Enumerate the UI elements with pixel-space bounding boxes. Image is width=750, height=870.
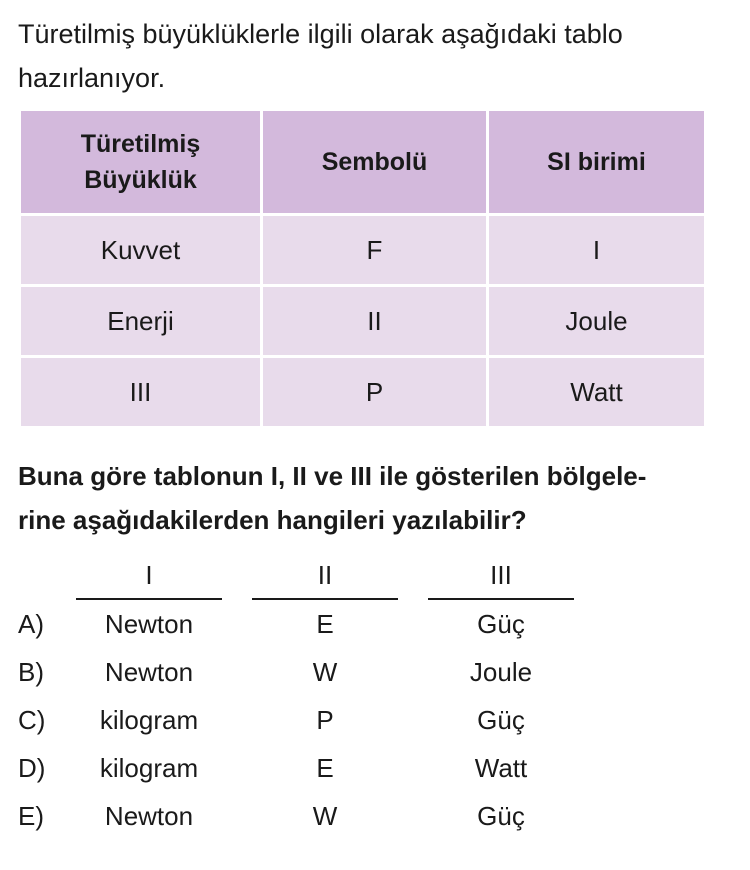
option-c[interactable] bbox=[0, 700, 750, 740]
derived-quantities-table bbox=[18, 108, 704, 429]
header-derived-quantity bbox=[20, 110, 262, 215]
header-symbol: Sembolü bbox=[262, 110, 488, 215]
option-letter: E) bbox=[18, 801, 44, 831]
table-cell: III bbox=[20, 357, 262, 428]
question-line-1: Buna göre tablonun I, II ve III ile gösterilen bölgele- bbox=[18, 461, 647, 491]
table-cell: F bbox=[262, 215, 488, 286]
option-value-i: Newton bbox=[104, 801, 194, 831]
header-derived-line-1: Türetilmiş bbox=[80, 130, 201, 158]
intro-line-1: Türetilmiş büyüklüklerle ilgili olarak aşağıdaki tablo bbox=[18, 19, 623, 49]
table-cell: P bbox=[262, 357, 488, 428]
table-header-row bbox=[20, 110, 706, 215]
option-letter: C) bbox=[18, 705, 46, 735]
option-value-i: kilogram bbox=[99, 753, 199, 783]
table-cell: Watt bbox=[488, 357, 706, 428]
header-derived-line-2: Büyüklük bbox=[84, 166, 197, 194]
header-si-unit: SI birimi bbox=[488, 110, 706, 215]
option-value-ii: E bbox=[316, 609, 334, 639]
answer-header-rule bbox=[76, 598, 222, 600]
option-value-iii: Güç bbox=[477, 609, 525, 639]
option-value-iii: Güç bbox=[477, 705, 525, 735]
option-value-ii: P bbox=[316, 705, 334, 735]
question-line-2: rine aşağıdakilerden hangileri yazılabilir? bbox=[18, 505, 527, 535]
option-value-iii: Watt bbox=[474, 753, 528, 783]
option-e[interactable] bbox=[0, 796, 750, 836]
table-cell: II bbox=[262, 286, 488, 357]
option-letter: D) bbox=[18, 753, 46, 783]
option-value-ii: W bbox=[312, 657, 338, 687]
table-row bbox=[20, 286, 706, 357]
intro-line-2: hazırlanıyor. bbox=[18, 63, 166, 93]
answer-header-rule bbox=[428, 598, 574, 600]
answer-header-ii: II bbox=[317, 560, 333, 590]
option-value-ii: W bbox=[312, 801, 338, 831]
table-cell: Kuvvet bbox=[20, 215, 262, 286]
option-letter: A) bbox=[18, 609, 44, 639]
intro-text bbox=[18, 12, 732, 100]
table-row bbox=[20, 215, 706, 286]
option-a[interactable] bbox=[0, 604, 750, 644]
option-value-i: kilogram bbox=[99, 705, 199, 735]
option-d[interactable] bbox=[0, 748, 750, 788]
table-cell: I bbox=[488, 215, 706, 286]
option-b[interactable] bbox=[0, 652, 750, 692]
table-row bbox=[20, 357, 706, 428]
table-cell: Enerji bbox=[20, 286, 262, 357]
table-cell: Joule bbox=[488, 286, 706, 357]
option-value-iii: Joule bbox=[469, 657, 533, 687]
answer-header-iii: III bbox=[490, 560, 512, 590]
option-value-i: Newton bbox=[104, 657, 194, 687]
option-letter: B) bbox=[18, 657, 44, 687]
option-value-ii: E bbox=[316, 753, 334, 783]
question-text bbox=[18, 454, 732, 542]
option-value-iii: Güç bbox=[477, 801, 525, 831]
answer-header-i: I bbox=[145, 560, 153, 590]
answer-header-rule bbox=[252, 598, 398, 600]
option-value-i: Newton bbox=[104, 609, 194, 639]
